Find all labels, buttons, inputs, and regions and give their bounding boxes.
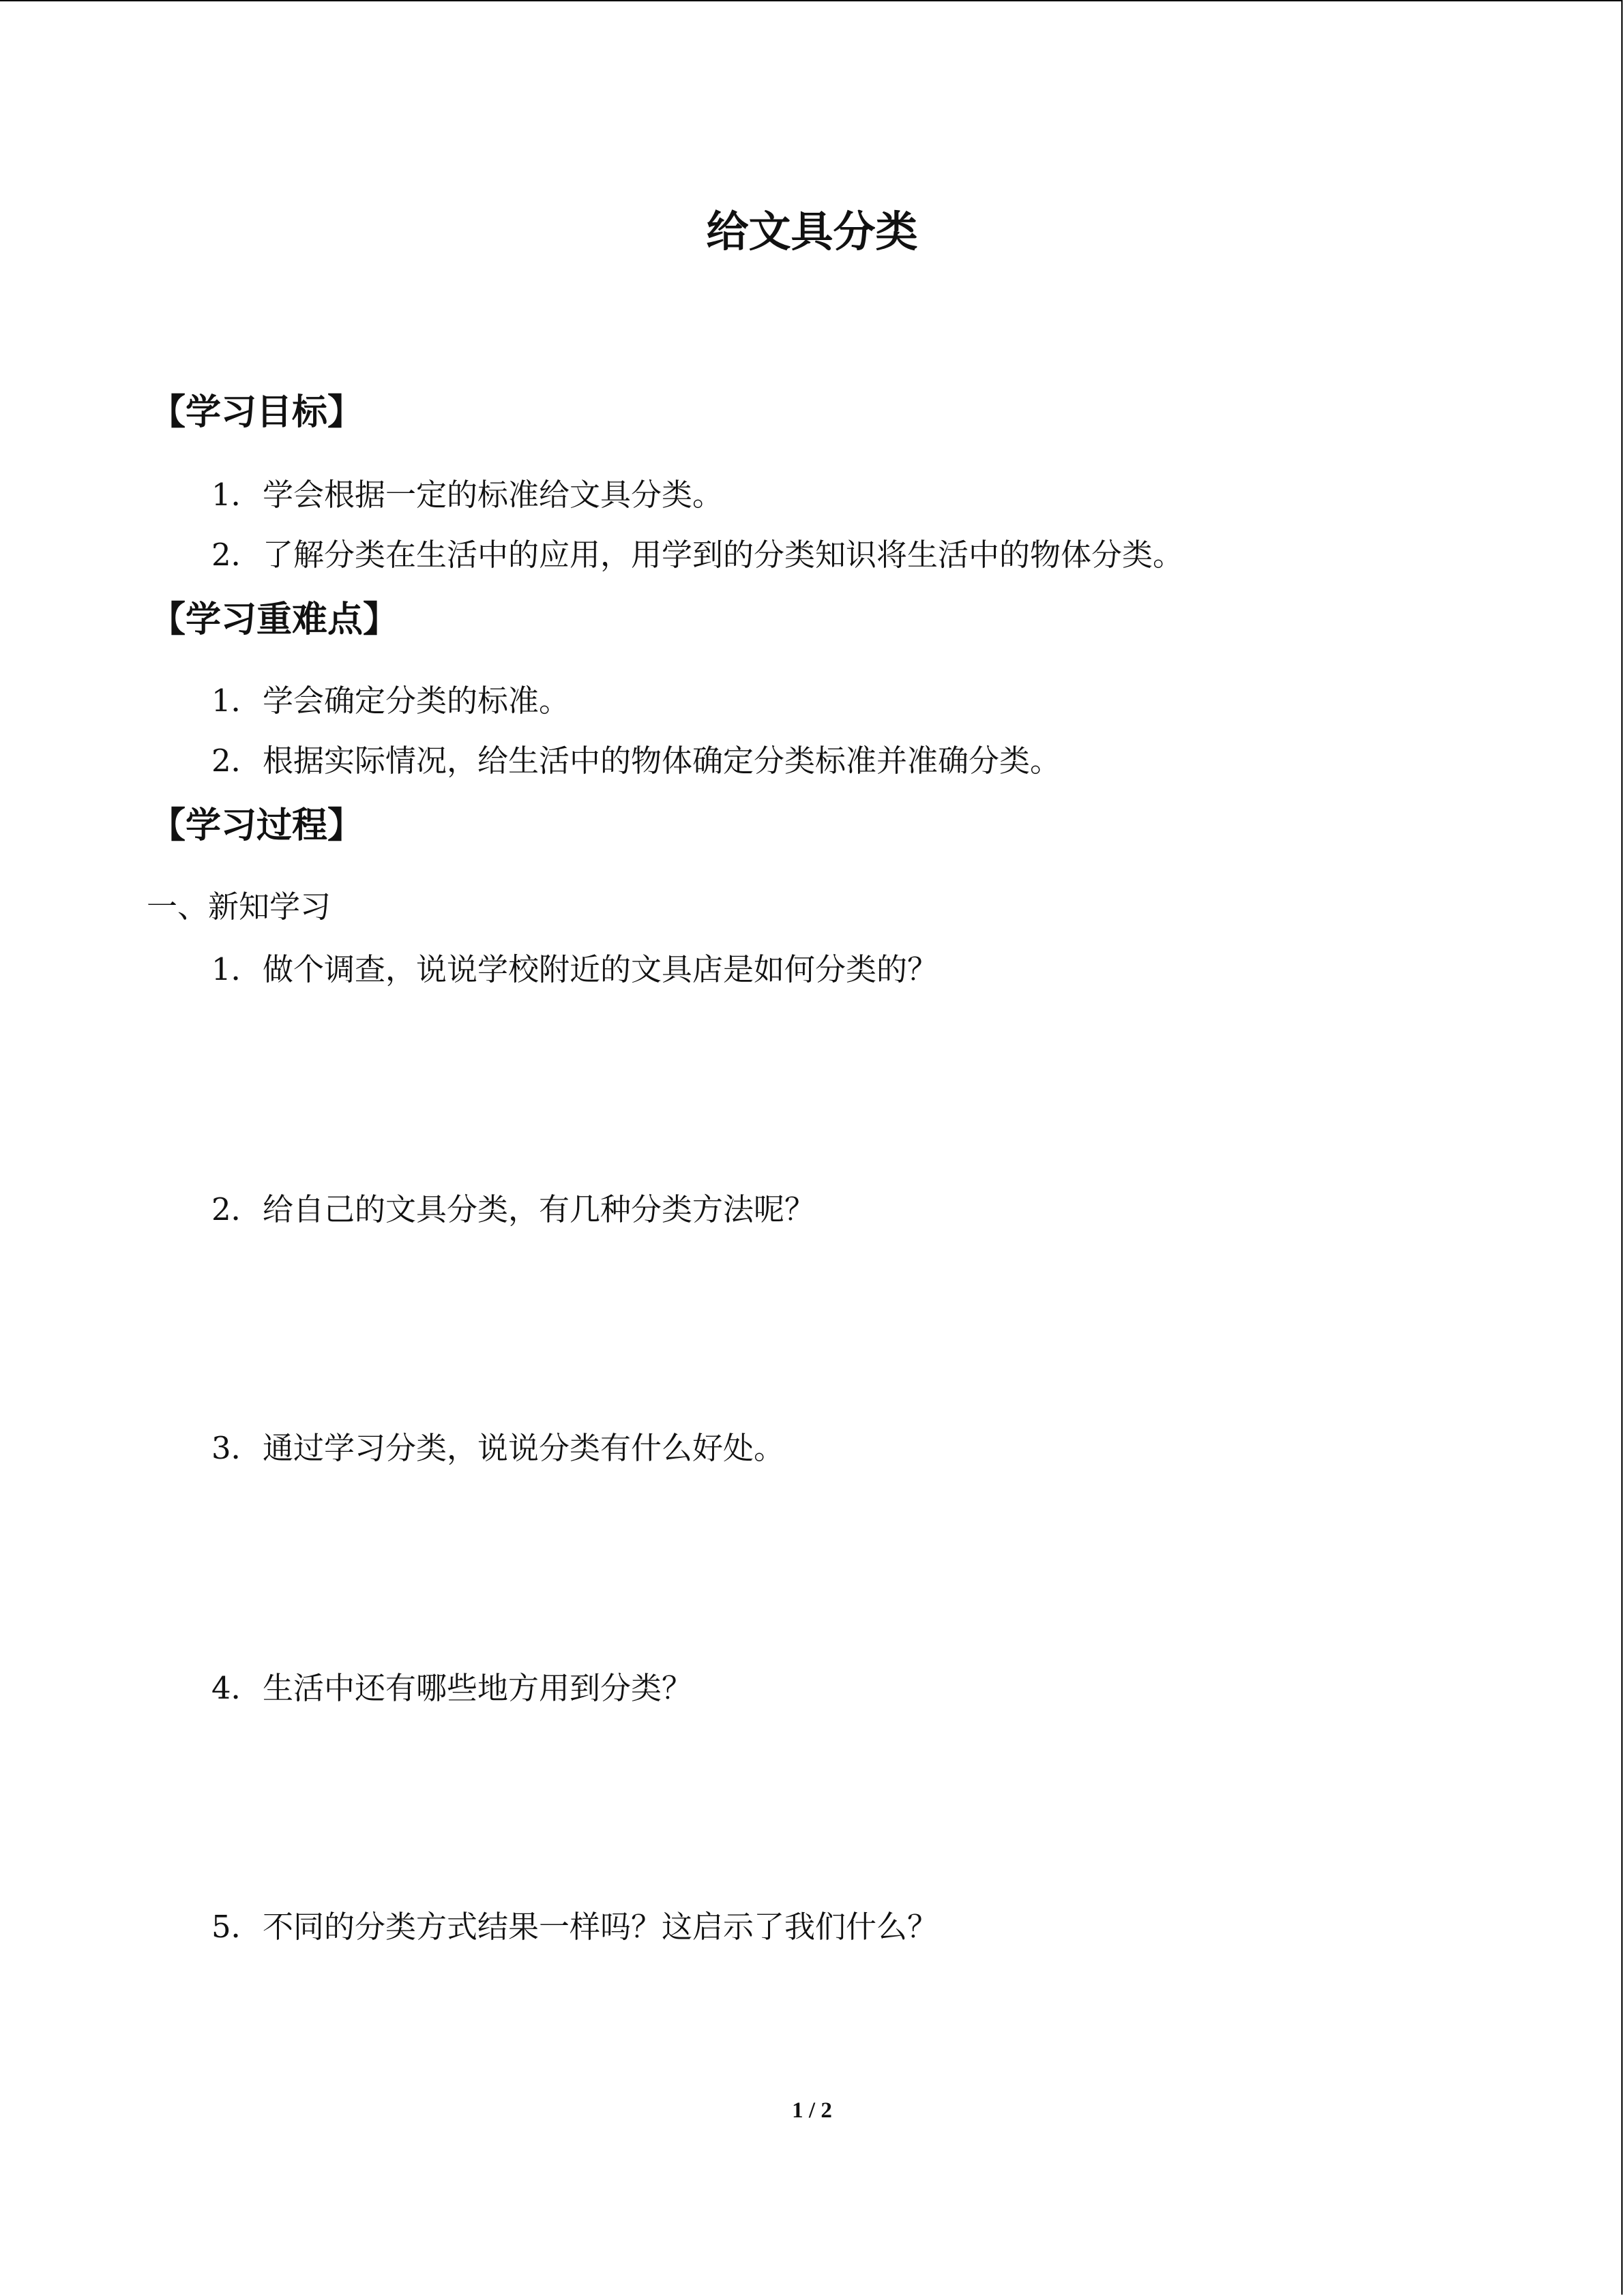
question-item-3 (211, 1428, 784, 1469)
question-item-5 (211, 1907, 938, 1948)
question-item-text: 做个调查，说说学校附近的文具店是如何分类的？ (263, 951, 939, 987)
question-item-number: 1． (211, 951, 262, 987)
question-item-2 (211, 1189, 815, 1230)
key-point-item-number: 1． (211, 683, 262, 719)
objective-item-1 (211, 475, 723, 516)
document-title: 给文具分类 (706, 207, 918, 256)
question-item-number: 3． (211, 1430, 262, 1466)
objective-item-text: 学会根据一定的标准给文具分类。 (263, 477, 724, 513)
question-item-number: 5． (211, 1909, 262, 1945)
question-item-number: 2． (211, 1191, 262, 1227)
question-item-number: 4． (211, 1670, 262, 1706)
question-item-4 (211, 1668, 692, 1709)
process-heading: 【学习过程】 (150, 805, 364, 846)
objectives-heading: 【学习目标】 (150, 392, 364, 433)
key-point-item-1 (211, 681, 570, 721)
page-number: 1 / 2 (792, 2098, 832, 2123)
key-point-item-text: 学会确定分类的标准。 (263, 683, 570, 719)
objective-item-number: 1． (211, 477, 262, 513)
key-point-item-number: 2． (211, 743, 262, 779)
question-item-text: 生活中还有哪些地方用到分类？ (263, 1670, 693, 1706)
objective-item-2 (211, 535, 1183, 576)
question-item-1 (211, 949, 938, 990)
question-item-text: 给自己的文具分类，有几种分类方法呢？ (263, 1191, 816, 1227)
key-points-heading: 【学习重难点】 (150, 599, 399, 640)
key-point-item-2 (211, 741, 1061, 781)
key-point-item-text: 根据实际情况，给生活中的物体确定分类标准并准确分类。 (263, 743, 1061, 779)
question-item-text: 通过学习分类，说说分类有什么好处。 (263, 1430, 785, 1466)
question-item-text: 不同的分类方式结果一样吗？这启示了我们什么？ (263, 1909, 939, 1945)
objective-item-text: 了解分类在生活中的应用，用学到的分类知识将生活中的物体分类。 (263, 537, 1184, 573)
section-title: 一、新知学习 (147, 889, 331, 925)
objective-item-number: 2． (211, 537, 262, 573)
